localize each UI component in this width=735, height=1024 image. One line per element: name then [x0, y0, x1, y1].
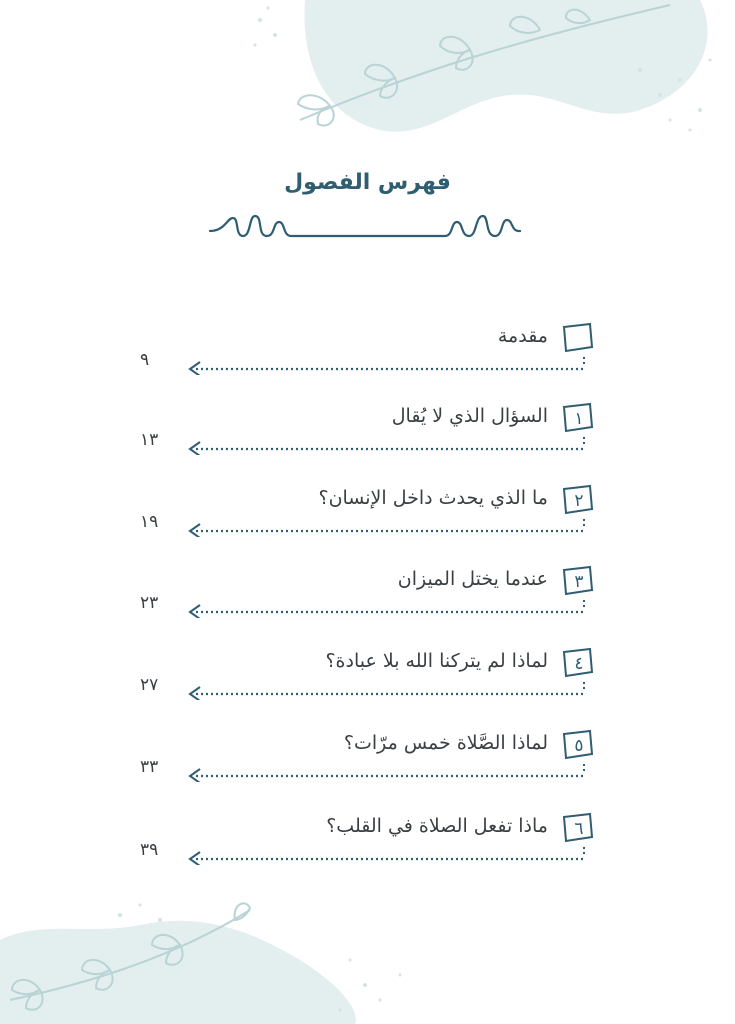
chapter-number: ٦ — [574, 819, 584, 839]
dotted-leader-arrow — [186, 517, 586, 537]
toc-entry[interactable] — [130, 325, 610, 385]
chapter-number — [562, 324, 596, 354]
chapter-number: ٢ — [574, 491, 584, 511]
chapter-title: عندما يختل الميزان — [397, 568, 548, 590]
chapter-number: ٥ — [574, 736, 584, 756]
page-number: ٢٧ — [140, 675, 159, 695]
dotted-leader-arrow — [186, 435, 586, 455]
page-number: ٣٣ — [140, 757, 159, 777]
toc-entry[interactable] — [130, 568, 610, 628]
toc-entry[interactable] — [130, 815, 610, 875]
dotted-leader-arrow — [186, 598, 586, 618]
chapter-title: ماذا تفعل الصلاة في القلب؟ — [326, 815, 548, 837]
page-number: ٢٣ — [140, 593, 159, 613]
chapter-number: ٣ — [574, 572, 584, 592]
chapter-title: لماذا الصَّلاة خمس مرّات؟ — [343, 732, 548, 754]
toc-entry[interactable] — [130, 405, 610, 465]
toc-entry[interactable] — [130, 732, 610, 792]
page-number: ١٩ — [140, 512, 159, 532]
chapter-title: لماذا لم يتركنا الله بلا عبادة؟ — [325, 650, 548, 672]
page-title: فهرس الفصول — [284, 170, 451, 195]
chapter-title: السؤال الذي لا يُقال — [391, 405, 548, 427]
dotted-leader-arrow — [186, 762, 586, 782]
page-number: ١٣ — [140, 430, 159, 450]
dotted-leader-arrow — [186, 845, 586, 865]
dotted-leader-arrow — [186, 355, 586, 375]
chapter-title: مقدمة — [497, 325, 548, 347]
page-number: ٩ — [140, 350, 150, 370]
dotted-leader-arrow — [186, 680, 586, 700]
page-number: ٣٩ — [140, 840, 159, 860]
toc-entry[interactable] — [130, 650, 610, 710]
toc-entry[interactable] — [130, 487, 610, 547]
chapter-title: ما الذي يحدث داخل الإنسان؟ — [318, 487, 548, 509]
chapter-number: ١ — [574, 409, 584, 429]
chapter-number: ٤ — [574, 654, 584, 674]
